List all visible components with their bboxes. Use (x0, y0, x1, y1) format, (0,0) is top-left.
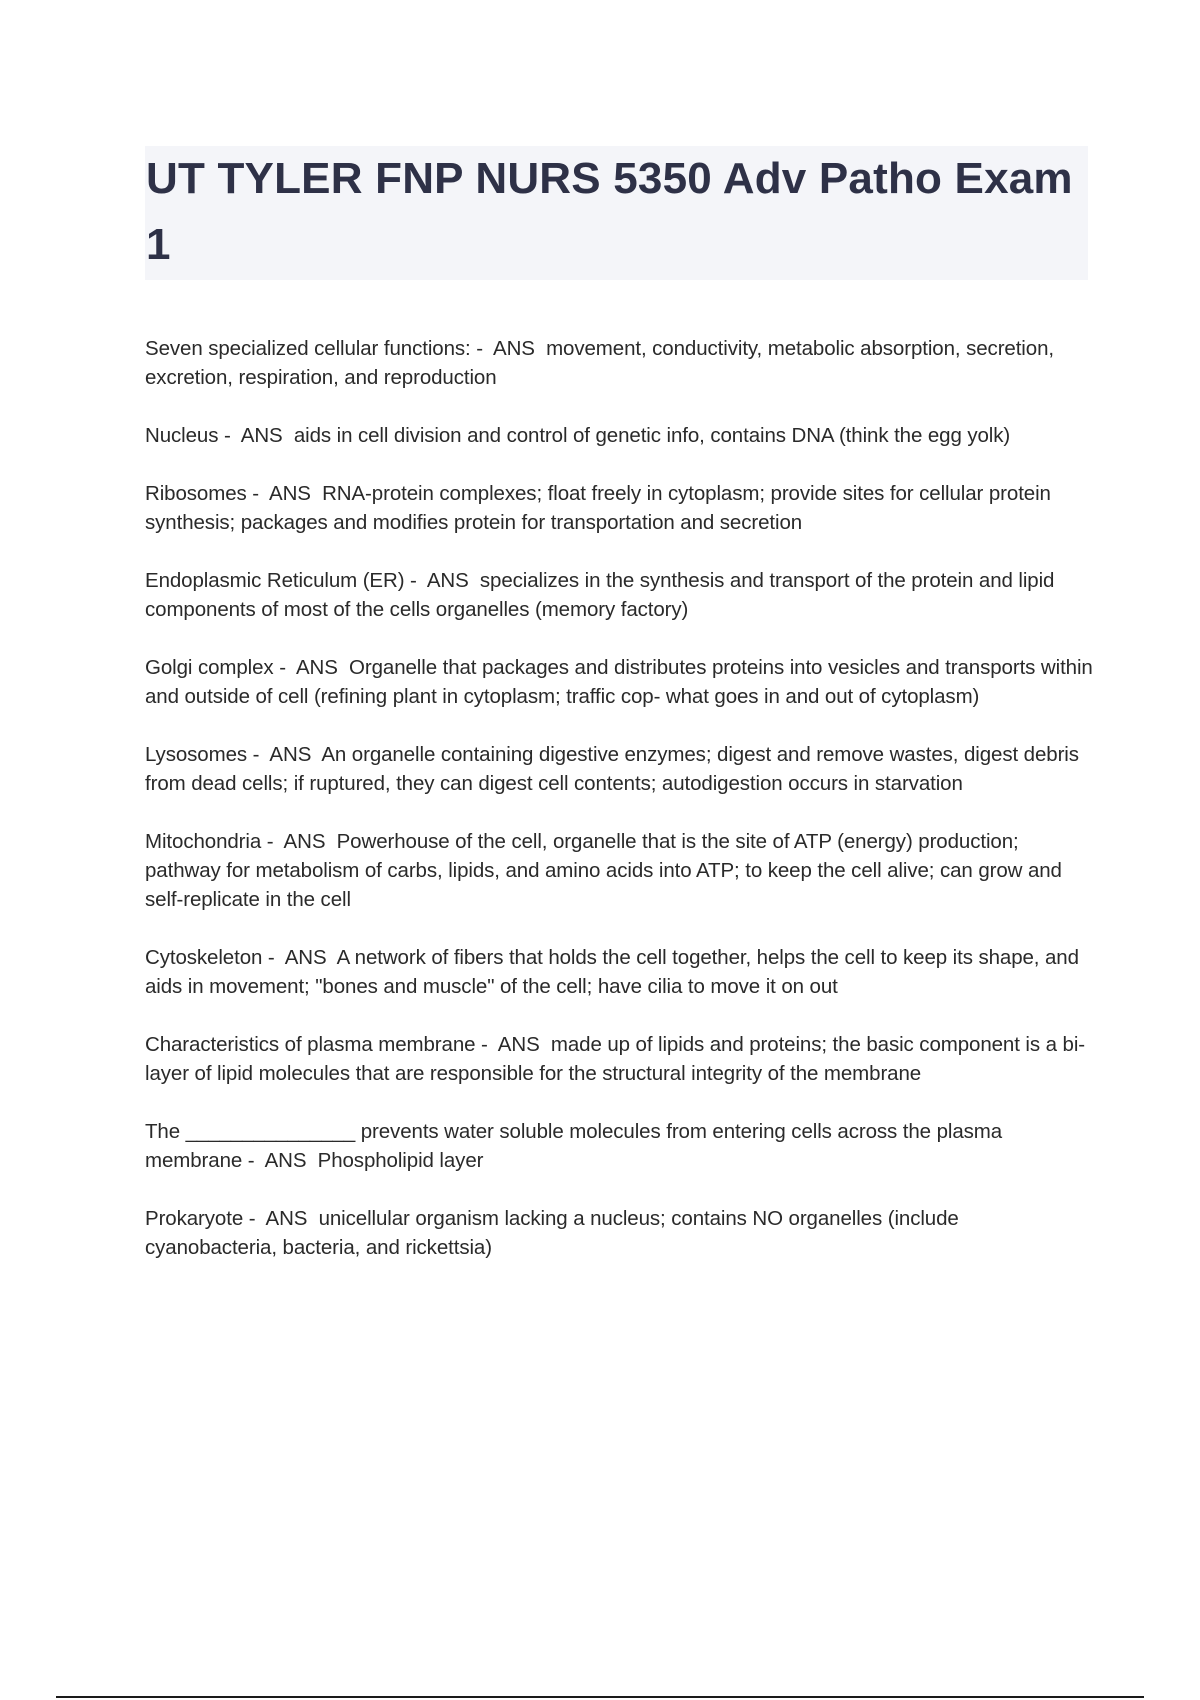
qa-separator: - ANS (242, 1149, 318, 1172)
qa-separator: - ANS (218, 424, 294, 447)
qa-separator: - ANS (273, 656, 350, 679)
qa-answer: aids in cell division and control of genetic info, contains DNA (think the egg yolk) (293, 424, 1011, 447)
page-title: UT TYLER FNP NURS 5350 Adv Patho Exam 1 (146, 154, 1073, 269)
qa-question: Characteristics of plasma membrane (145, 1033, 476, 1056)
qa-question: Seven specialized cellular functions: (145, 337, 471, 360)
qa-item (145, 1117, 1095, 1175)
qa-question: Ribosomes (145, 482, 247, 505)
qa-item (145, 479, 1095, 537)
qa-answer: A network of fibers that holds the cell together, helps the cell to keep its shape, and aids in movement; "bones and muscle" of the cell; have cilia to move it on out (145, 946, 1079, 998)
qa-answer: RNA-protein complexes; float freely in cytoplasm; provide sites for cellular protein synthesis; packages and modifies protein for transportation and secretion (145, 482, 1051, 534)
qa-item (145, 943, 1095, 1001)
qa-item (145, 740, 1095, 798)
qa-question: Endoplasmic Reticulum (ER) (145, 569, 405, 592)
qa-separator: - ANS (247, 743, 322, 766)
qa-item (145, 566, 1095, 624)
qa-question: The _______________ prevents water soluble molecules from entering cells across the plasma membrane (145, 1120, 1003, 1172)
qa-separator: - ANS (262, 946, 337, 969)
qa-separator: - ANS (404, 569, 480, 592)
qa-separator: - ANS (470, 337, 547, 360)
qa-question: Nucleus (145, 424, 219, 447)
qa-item (145, 1204, 1095, 1262)
qa-question: Cytoskeleton (145, 946, 263, 969)
qa-answer: unicellular organism lacking a nucleus; contains NO organelles (include cyanobacteria, bacteria, and rickettsia) (145, 1207, 959, 1259)
qa-answer: movement, conductivity, metabolic absorption, secretion, excretion, respiration, and reproduction (145, 337, 1054, 389)
qa-answer: Phospholipid layer (317, 1149, 484, 1172)
qa-separator: - ANS (475, 1033, 551, 1056)
qa-item (145, 334, 1095, 392)
qa-answer: specializes in the synthesis and transport of the protein and lipid components of most of the cells organelles (memory factory) (145, 569, 1055, 621)
qa-item (145, 421, 1095, 450)
qa-separator: - ANS (243, 1207, 319, 1230)
qa-answer: Organelle that packages and distributes proteins into vesicles and transports within and outside of cell (refining plant in cytoplasm; traffic cop- what goes in and out of cytoplasm) (145, 656, 1093, 708)
qa-item (145, 827, 1095, 914)
qa-question: Mitochondria (145, 830, 262, 853)
qa-answer: made up of lipids and proteins; the basic component is a bi-layer of lipid molecules that are responsible for the structural integrity of the membrane (145, 1033, 1086, 1085)
qa-question: Prokaryote (145, 1207, 244, 1230)
footer-divider (56, 1696, 1144, 1698)
qa-separator: - ANS (261, 830, 337, 853)
qa-item (145, 1030, 1095, 1088)
qa-question: Lysosomes (145, 743, 248, 766)
title-banner (145, 146, 1088, 280)
qa-item (145, 653, 1095, 711)
qa-question: Golgi complex (145, 656, 274, 679)
qa-separator: - ANS (246, 482, 323, 505)
qa-answer: An organelle containing digestive enzymes; digest and remove wastes, digest debris from dead cells; if ruptured, they can digest cell contents; autodigestion occurs in starvation (145, 743, 1079, 795)
qa-answer: Powerhouse of the cell, organelle that is the site of ATP (energy) production; pathway for metabolism of carbs, lipids, and amino acids into ATP; to keep the cell alive; can grow and self-replicate in the cell (145, 830, 1062, 911)
qa-list (145, 334, 1095, 1291)
